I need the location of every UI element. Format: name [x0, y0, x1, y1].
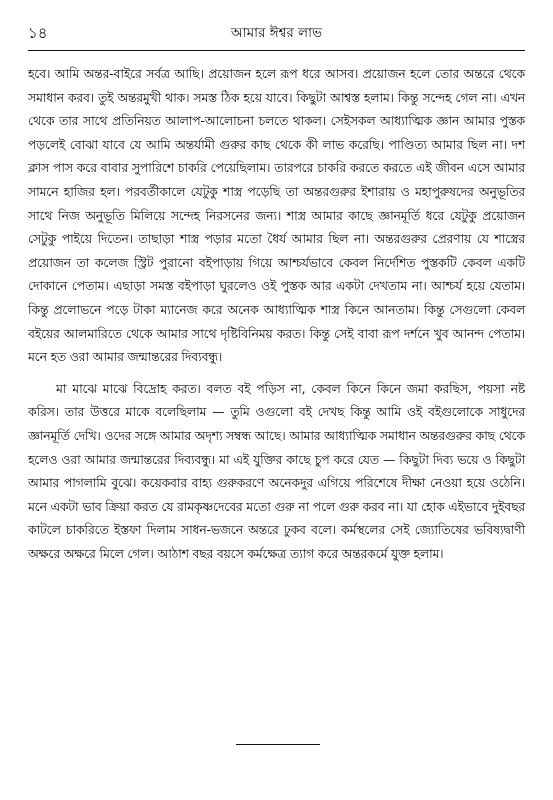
page-number: ১৪: [28, 24, 48, 42]
running-title: আমার ঈশ্বর লাভ: [230, 25, 323, 41]
paragraph: মা মাঝে মাঝে বিদ্রোহ করত। বলত বই পড়িস না, কেবল কিনে কিনে জমা করছিস, পয়সা নষ্ট করিস। তার উত্তরে মাকে বলেছিলাম — তুমি ওগুলো বই দেখছ কিন্তু আমি ওই বইগুলোকে সাধুদের জ্ঞানমূর্তি দেখি। ওদের সঙ্গে আমার অদৃশ্য সম্বন্ধ আছে। আমার আধ্যাত্মিক সমাধান অন্তরগুরুর কাছ থেকে হলেও ওরা আমার জন্মান্তরের দিব্যবন্ধু। মা এই যুক্তির কাছে চুপ করে যেত — কিছুটা দিব্য ভয়ে ও কিছুটা আমার পাগলামি বুঝে। কয়েকবার বাহ্য গুরুকরণে অনেকদুর এগিয়ে পরিশেষে দীক্ষা নেওয়া হয়ে ওঠেনি। মনে একটা ভাব ক্রিয়া করত যে রামকৃষ্ণদেবের মতো গুরু না পলে গুরু করব না। যা হোক এইভাবে দুইবছর কাটলে চাকরিতে ইস্তফা দিলাম সাধন-ভজনে অন্তরে ঢুকব বলে। কর্মস্থলের সেই জ্যোতিষের ভবিষ্যদ্বাণী অক্ষরে অক্ষরে মিলে গেল। আঠাশ বছর বয়সে কর্মক্ষেত্র ত্যাগ করে অন্তরকর্মে যুক্ত হলাম।: [28, 380, 525, 561]
body-text: [28, 62, 525, 565]
section-end-rule: [236, 744, 320, 745]
header-rule: [28, 50, 525, 51]
page-header: [28, 22, 525, 46]
paragraph: হবে। আমি অন্তর-বাইরে সর্বত্র আছি। প্রয়োজন হলে রূপ ধরে আসব। প্রয়োজন হলে তোর অন্তরে থেকে সমাধান করব। তুই অন্তরমুখী থাক। সমস্ত ঠিক হয়ে যাবে। কিছুটা আশ্বস্ত হলাম। কিন্তু সন্দেহ গেল না। এখন থেকে তার সাথে প্রতিনিয়ত আলাপ-আলোচনা চলতে থাকল। সেইসকল আধ্যাত্মিক জ্ঞান আমার পুস্তক পড়লেই বোঝা যাবে যে আমি অন্তর্যামী গুরুর কাছ থেকে কী লাভ করেছি। পাণ্ডিত্য আমার ছিল না। দশ ক্লাস পাস করে বাবার সুপারিশে চাকরি পেয়েছিলাম। তারপরে চাকরি করতে করতে এই জীবন এসে আমার সামনে হাজির হল। পরবর্তীকালে যেটুকু শাস্ত্র পড়েছি তা অন্তরগুরুর ইশারায় ও মহাপুরুষদের অনুভূতির সাথে নিজ অনুভূতি মিলিয়ে সন্দেহ নিরসনের জন্য। শাস্ত্র আমার কাছে জ্ঞানমূর্তি ধরে যেটুকু প্রয়োজন সেটুকু পাইয়ে দিতেন। তাছাড়া শাস্ত্র পড়ার মতো ধৈর্য আমার ছিল না। অন্তরগুরুর প্রেরণায় যে শাস্ত্রের প্রয়োজন তা কলেজ স্ট্রিট পুরানো বইপাড়ায় গিয়ে আশ্চর্যভাবে কেবল নির্দেশিত পুস্তকটি কেবল একটি দোকানে পেতাম। এছাড়া সমস্ত বইপাড়া ঘুরলেও ওই পুস্তক আর একটা দেখতাম না। আশ্চর্য হয়ে যেতাম। কিন্তু প্রলোভনে পড়ে টাকা ম্যানেজ করে অনেক আধ্যাত্মিক শাস্ত্র কিনে আনতাম। কিন্তু সেগুলো কেবল বইয়ের আলমারিতে থেকে আমার সাথে দৃষ্টিবিনিময় করত। কিন্তু সেই বাবা রূপ দর্শনে খুব আনন্দ পেতাম। মনে হত ওরা আমার জন্মান্তরের দিব্যবন্ধু।: [28, 66, 525, 365]
